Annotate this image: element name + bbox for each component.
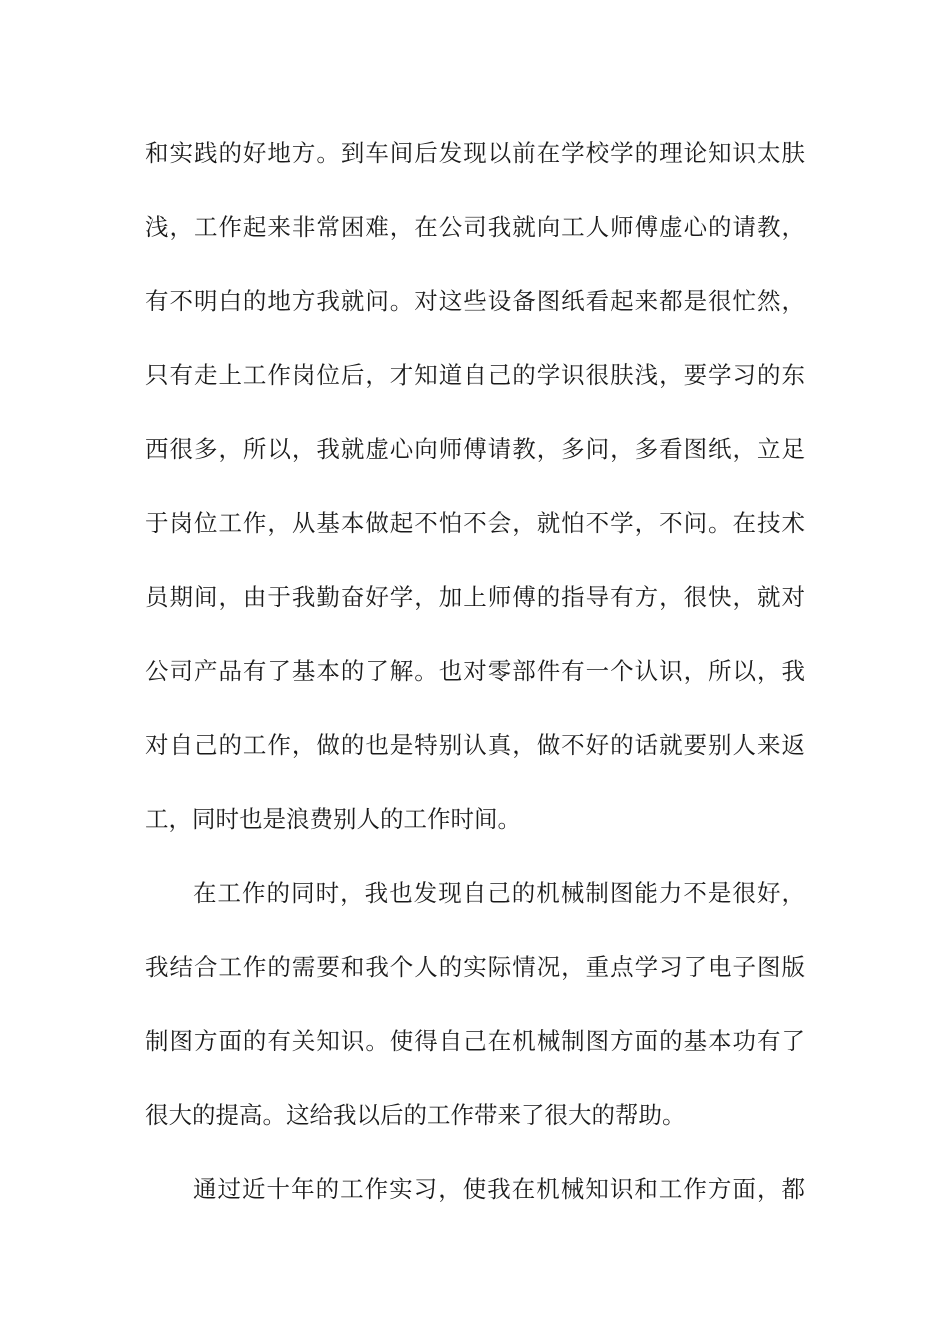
text-line: 于岗位工作，从基本做起不怕不会，就怕不学，不问。在技术 xyxy=(145,509,805,537)
text-line: 员期间，由于我勤奋好学，加上师傅的指导有方，很快，就对 xyxy=(145,583,805,611)
text-line: 西很多，所以，我就虚心向师傅请教，多问，多看图纸，立足 xyxy=(145,435,805,463)
text-line: 很大的提高。这给我以后的工作带来了很大的帮助。 xyxy=(145,1101,686,1129)
text-line: 浅，工作起来非常困难，在公司我就向工人师傅虚心的请教， xyxy=(145,213,805,241)
paragraph-first-line: 在工作的同时，我也发现自己的机械制图能力不是很好， xyxy=(193,879,805,907)
text-line: 制图方面的有关知识。使得自己在机械制图方面的基本功有了 xyxy=(145,1027,805,1055)
text-line: 只有走上工作岗位后，才知道自己的学识很肤浅，要学习的东 xyxy=(145,361,805,389)
text-line: 有不明白的地方我就问。对这些设备图纸看起来都是很忙然， xyxy=(145,287,805,315)
text-line: 和实践的好地方。到车间后发现以前在学校学的理论知识太肤 xyxy=(145,139,805,167)
text-line: 工，同时也是浪费别人的工作时间。 xyxy=(145,805,521,833)
text-line: 我结合工作的需要和我个人的实际情况，重点学习了电子图版 xyxy=(145,953,805,981)
text-line: 对自己的工作，做的也是特别认真，做不好的话就要别人来返 xyxy=(145,731,805,759)
paragraph-first-line: 通过近十年的工作实习，使我在机械知识和工作方面，都 xyxy=(193,1175,805,1203)
text-line: 公司产品有了基本的了解。也对零部件有一个认识，所以，我 xyxy=(145,657,805,685)
